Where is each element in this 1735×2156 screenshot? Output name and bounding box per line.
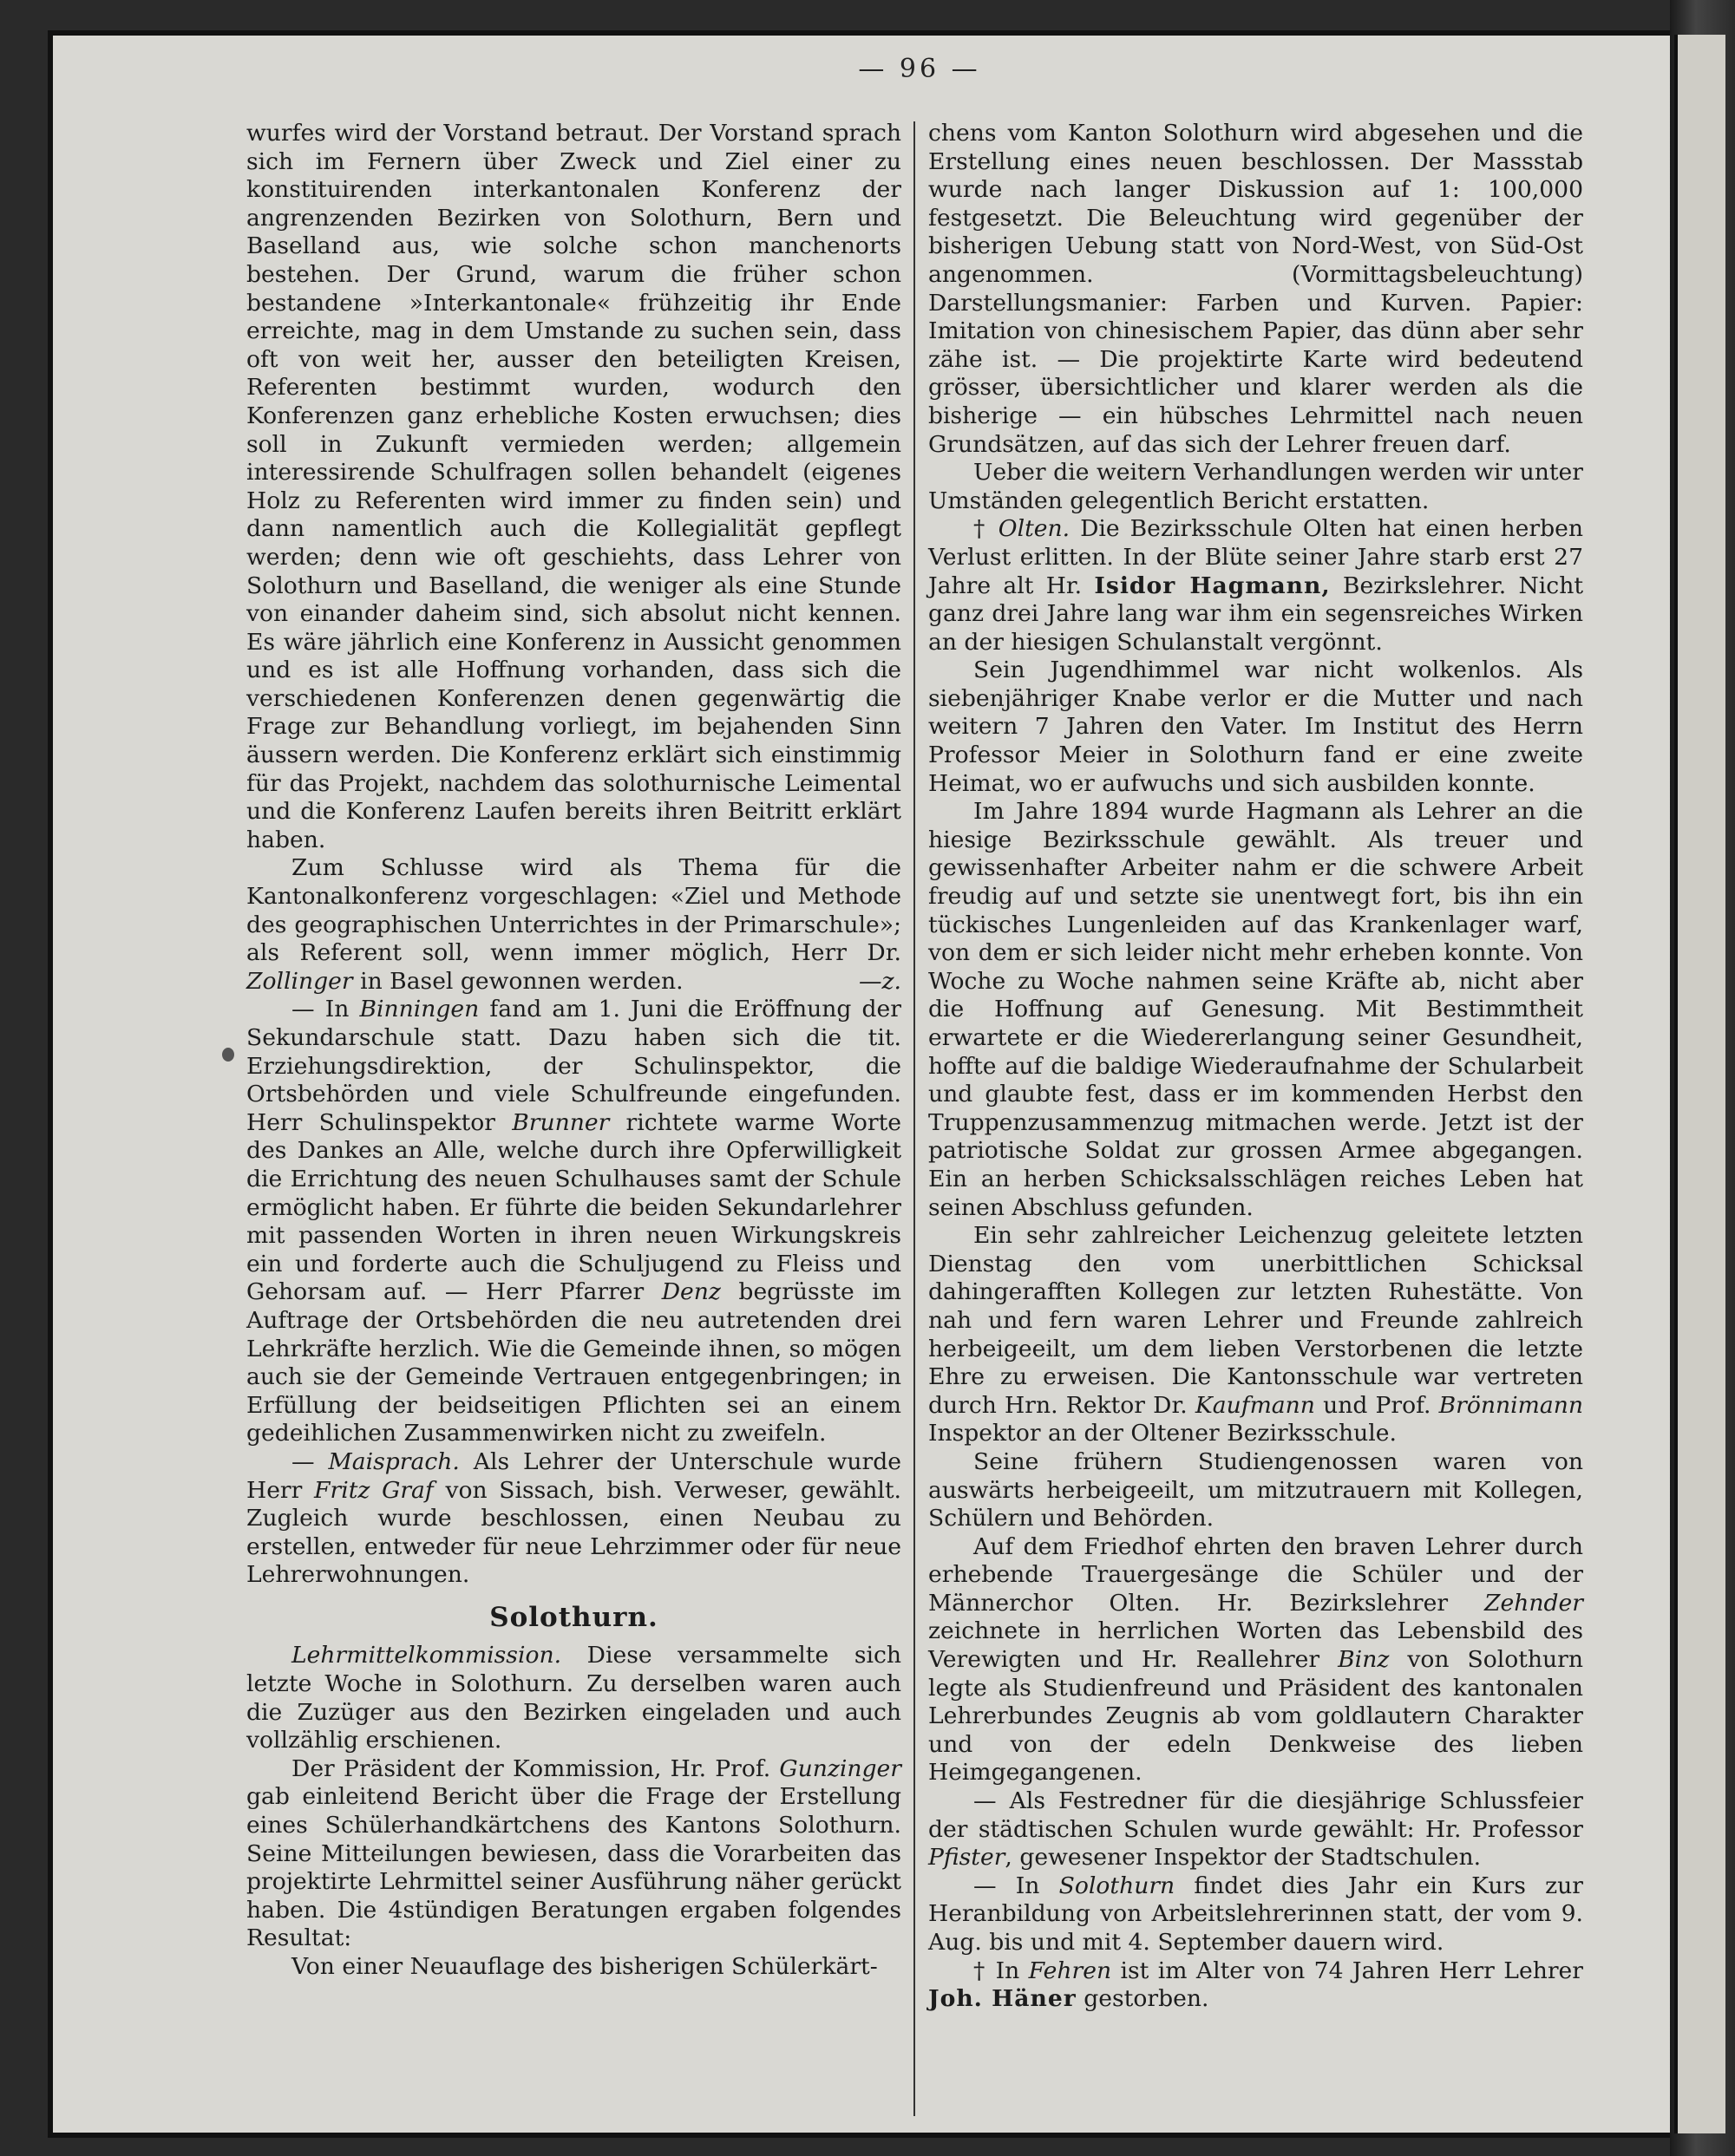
right-column xyxy=(928,120,1583,2014)
kantonalkonferenz-paragraph xyxy=(246,854,901,996)
text-span: findet dies Jahr ein Kurs zur Heranbildung von Arbeitslehrerinnen statt, der vom 9. Aug. bis und mit 4. September dauern wird. xyxy=(928,1872,1583,1956)
funeral-paragraph xyxy=(928,1222,1583,1448)
fehren-obituary-paragraph xyxy=(928,1957,1583,2014)
text-span: — xyxy=(291,1447,329,1475)
name-binz: Binz xyxy=(1338,1646,1390,1674)
text-span: Die Bezirksschule Olten hat einen herben Verlust erlitten. In der Blüte seiner Jahre starb erst 27 Jahre alt Hr. xyxy=(928,515,1583,599)
text-span: in Basel gewonnen werden. xyxy=(352,967,684,995)
binningen-paragraph xyxy=(246,996,901,1448)
name-kaufmann: Kaufmann xyxy=(1195,1391,1315,1419)
text-span: Der Präsident der Kommission, Hr. Prof. xyxy=(291,1754,780,1782)
text-span: Als Lehrer der Unterschule wurde Herr xyxy=(246,1447,901,1504)
name-gunzinger: Gunzinger xyxy=(779,1754,901,1782)
author-signature: —z. xyxy=(858,967,901,995)
kurs-paragraph xyxy=(928,1872,1583,1957)
text-span: begrüsste im Auftrage der Ortsbehörden die neu autretenden drei Lehrkräfte herzlich. Wie die Gemeinde ihnen, so mögen auch sie der Gemeinde Vertrauen entgegenbringen; in Erfüllung der beidseitigen Pflichten sei an einem gedeihlichen Zusammenwirken nicht zu zweifeln. xyxy=(246,1278,901,1447)
text-span: Ein sehr zahlreicher Leichenzug geleitete letzten Dienstag den vom unerbittlichen Schicksal dahingerafften Kollegen zur letzten Ruhestätte. Von nah und fern waren Lehrer und Freunde zahlreich herbeigeeilt, um dem lieben Verstorbenen die letzte Ehre zu erweisen. Die Kantonsschule war vertreten durch Hrn. Rektor Dr. xyxy=(928,1222,1583,1419)
text-span: — In xyxy=(973,1872,1059,1899)
text-span: zeichnete in herrlichen Worten das Lebensbild des Verewigten und Hr. Reallehrer xyxy=(928,1617,1583,1674)
text-span: — Als Festredner für die diesjährige Schlussfeier der städtischen Schulen wurde gewählt: Hr. Professor xyxy=(928,1787,1583,1843)
text-span: gestorben. xyxy=(1076,1985,1209,2013)
text-span: und Prof. xyxy=(1314,1391,1439,1419)
text-span: Diese versammelte sich letzte Woche in Solothurn. Zu derselben waren auch die Zuzüger aus den Bezirken eingeladen und auch vollzählig erschienen. xyxy=(246,1642,901,1754)
column-divider xyxy=(913,121,915,2116)
text-span: von Solothurn legte als Studienfreund und Präsident des kantonalen Lehrerbundes Zeugnis ab vom goldlautern Charakter und von der edeln Denkweise des lieben Heimgegangenen. xyxy=(928,1646,1583,1787)
olten-obituary-paragraph xyxy=(928,515,1583,657)
name-joh-haener: Joh. Häner xyxy=(928,1985,1077,2013)
praesident-paragraph xyxy=(246,1755,901,1953)
text-span: fand am 1. Juni die Eröffnung der Sekundarschule statt. Dazu haben sich die tit. Erziehungsdirektion, der Schulinspektor, die Ortsbehörden und viele Schulfreunde eingefunden. Herr Schulinspektor xyxy=(246,996,901,1136)
text-span: , gewesener Inspektor der Stadtschulen. xyxy=(1005,1844,1482,1872)
text-span: gab einleitend Bericht über die Frage der Erstellung eines Schülerhandkärtchens des Kantons Solothurn. Seine Mitteilungen bewiesen, dass die Vorarbeiten das projektirte Lehrmittel seiner Ausführung näher gerückt haben. Die 4stündigen Beratungen ergaben folgendes Resultat: xyxy=(246,1783,901,1952)
place-maisprach: Maisprach. xyxy=(328,1447,460,1475)
maisprach-paragraph xyxy=(246,1448,901,1590)
festredner-paragraph xyxy=(928,1787,1583,1872)
jugend-paragraph: Sein Jugendhimmel war nicht wolkenlos. Als siebenjähriger Knabe verlor er die Mutter und nach weitern 7 Jahren den Vater. Im Institut des Herrn Professor Meier in Solothurn fand er eine zweite Heimat, wo er aufwuchs und sich ausbilden konnte. xyxy=(928,657,1583,797)
name-broennimann: Brönnimann xyxy=(1438,1391,1583,1419)
text-span: von Sissach, bish. Verweser, gewählt. Zugleich wurde beschlossen, einen Neubau zu erstellen, entweder für neue Lehrzimmer oder für neue Lehrerwohnungen. xyxy=(246,1476,901,1589)
lehrmittelkommission-paragraph xyxy=(246,1642,901,1754)
name-brunner: Brunner xyxy=(512,1108,610,1136)
place-fehren: Fehren xyxy=(1028,1957,1112,1984)
adjacent-page-strip xyxy=(1674,35,1725,2133)
ink-blot-mark xyxy=(222,1048,234,1062)
text-span: — In xyxy=(291,996,360,1023)
text-span: ist im Alter von 74 Jahren Herr Lehrer xyxy=(1111,1957,1583,1984)
text-span: Zum Schlusse wird als Thema für die Kantonalkonferenz vorgeschlagen: «Ziel und Methode des geographischen Unterrichtes in der Primarschule»; als Referent soll, wenn immer möglich, Herr Dr. xyxy=(246,854,901,967)
career-paragraph: Im Jahre 1894 wurde Hagmann als Lehrer an die hiesige Bezirksschule gewählt. Als treuer und gewissenhafter Arbeiter nahm er die schwere Arbeit freudig auf und setzte sie unentwegt fort, bis ihn ein tückisches Lungenleiden auf das Krankenlager warf, von dem er sich leider nicht mehr erheben konnte. Von Woche zu Woche nahmen seine Kräfte ab, nicht aber die Hoffnung auf Genesung. Mit Bestimmtheit erwartete er die Wiedererlangung seiner Gesundheit, hoffte auf die baldige Wiederaufnahme der Schularbeit und glaubte fest, dass er im kommenden Herbst den Truppenzusammenzug mitmachen werde. Jetzt ist der patriotische Soldat zur grossen Armee abgegangen. Ein an herben Schicksalsschlägen reiches Leben hat seinen Abschluss gefunden. xyxy=(928,798,1583,1221)
text-span: Inspektor an der Oltener Bezirksschule. xyxy=(928,1420,1397,1447)
name-pfister: Pfister xyxy=(928,1844,1005,1872)
verhandlungen-paragraph: Ueber die weitern Verhandlungen werden wir unter Umständen gelegentlich Bericht erstatten. xyxy=(928,459,1583,514)
page-number: — 96 — xyxy=(858,54,981,84)
text-span: Auf dem Friedhof ehrten den braven Lehrer durch erhebende Trauergesänge die Schüler und der Männerchor Olten. Hr. Bezirkslehrer xyxy=(928,1532,1583,1617)
studiengenossen-paragraph: Seine frühern Studiengenossen waren von auswärts herbeigeeilt, um mitzutrauern mit Kollegen, Schülern und Behörden. xyxy=(928,1447,1583,1532)
text-span: † xyxy=(973,515,998,543)
text-span: † In xyxy=(973,1957,1029,1984)
subsection-title: Lehrmittelkommission. xyxy=(291,1642,562,1669)
left-column xyxy=(246,120,901,1982)
name-fritz-graf: Fritz Graf xyxy=(314,1476,434,1504)
name-zehnder: Zehnder xyxy=(1484,1589,1583,1617)
neuauflage-paragraph: Von einer Neuauflage des bisherigen Schülerkärt- xyxy=(291,1953,878,1980)
name-isidor-hagmann: Isidor Hagmann, xyxy=(1094,572,1331,599)
name-zollinger: Zollinger xyxy=(246,967,353,995)
kaertchen-continuation: chens vom Kanton Solothurn wird abgesehen und die Erstellung eines neuen beschlossen. Der Massstab wurde nach langer Diskussion auf 1: 100,000 festgesetzt. Die Beleuchtung wird gegenüber der bisherigen Uebung statt von Nord-West, von Süd-Ost angenommen. (Vormittagsbeleuchtung) Darstellungsmanier: Farben und Kurven. Papier: Imitation von chinesischem Papier, das dünn aber sehr zähe ist. — Die projektirte Karte wird bedeutend grösser, übersichtlicher und klarer werden als die bisherige — ein hübsches Lehrmittel nach neuen Grundsätzen, auf das sich der Lehrer freuen darf. xyxy=(928,120,1583,458)
place-binningen: Binningen xyxy=(359,996,480,1023)
text-span: Bezirkslehrer. Nicht ganz drei Jahre lang war ihm ein segensreiches Wirken an der hiesigen Schulanstalt vergönnt. xyxy=(928,572,1584,656)
article-continuation: wurfes wird der Vorstand betraut. Der Vorstand sprach sich im Fernern über Zweck und Ziel einer zu konstituirenden interkantonalen Konferenz der angrenzenden Bezirken von Solothurn, Bern und Baselland aus, wie solche schon manchenorts bestehen. Der Grund, warum die früher schon bestandene »Interkantonale« frühzeitig ihr Ende erreichte, mag in dem Umstande zu suchen sein, dass oft von weit her, ausser den beteiligten Kreisen, Referenten bestimmt wurden, wodurch den Konferenzen ganz erhebliche Kosten erwuchsen; dies soll in Zukunft vermieden werden; allgemein interessirende Schulfragen sollen behandelt (eigenes Holz zu Referenten wird immer zu finden sein) und dann namentlich auch die Kollegialität gepflegt werden; denn wie oft geschiehts, dass Lehrer von Solothurn und Baselland, die weniger als eine Stunde von einander daheim sind, sich absolut nicht kennen. Es wäre jährlich eine Konferenz in Aussicht genommen und es ist alle Hoffnung vorhanden, dass sich die verschiedenen Konferenzen denen gegenwärtig die Frage zur Behandlung vorliegt, im bejahenden Sinn äussern werden. Die Konferenz erklärt sich einstimmig für das Projekt, nachdem das solothurnische Leimental und die Konferenz Laufen bereits ihren Beitritt erklärt haben. xyxy=(246,120,901,853)
section-heading-solothurn: Solothurn. xyxy=(489,1601,658,1633)
place-olten: Olten. xyxy=(998,515,1070,543)
name-denz: Denz xyxy=(661,1278,721,1306)
text-span: richtete warme Worte des Dankes an Alle, welche durch ihre Opferwilligkeit die Errichtung des neuen Schulhauses samt der Schule ermöglicht haben. Er führte die beiden Sekundarlehrer mit passenden Worten in ihren neuen Wirkungskreis ein und forderte auch die Schuljugend zu Fleiss und Gehorsam auf. — Herr Pfarrer xyxy=(246,1108,901,1306)
friedhof-paragraph xyxy=(928,1533,1583,1787)
place-solothurn: Solothurn xyxy=(1058,1872,1175,1899)
